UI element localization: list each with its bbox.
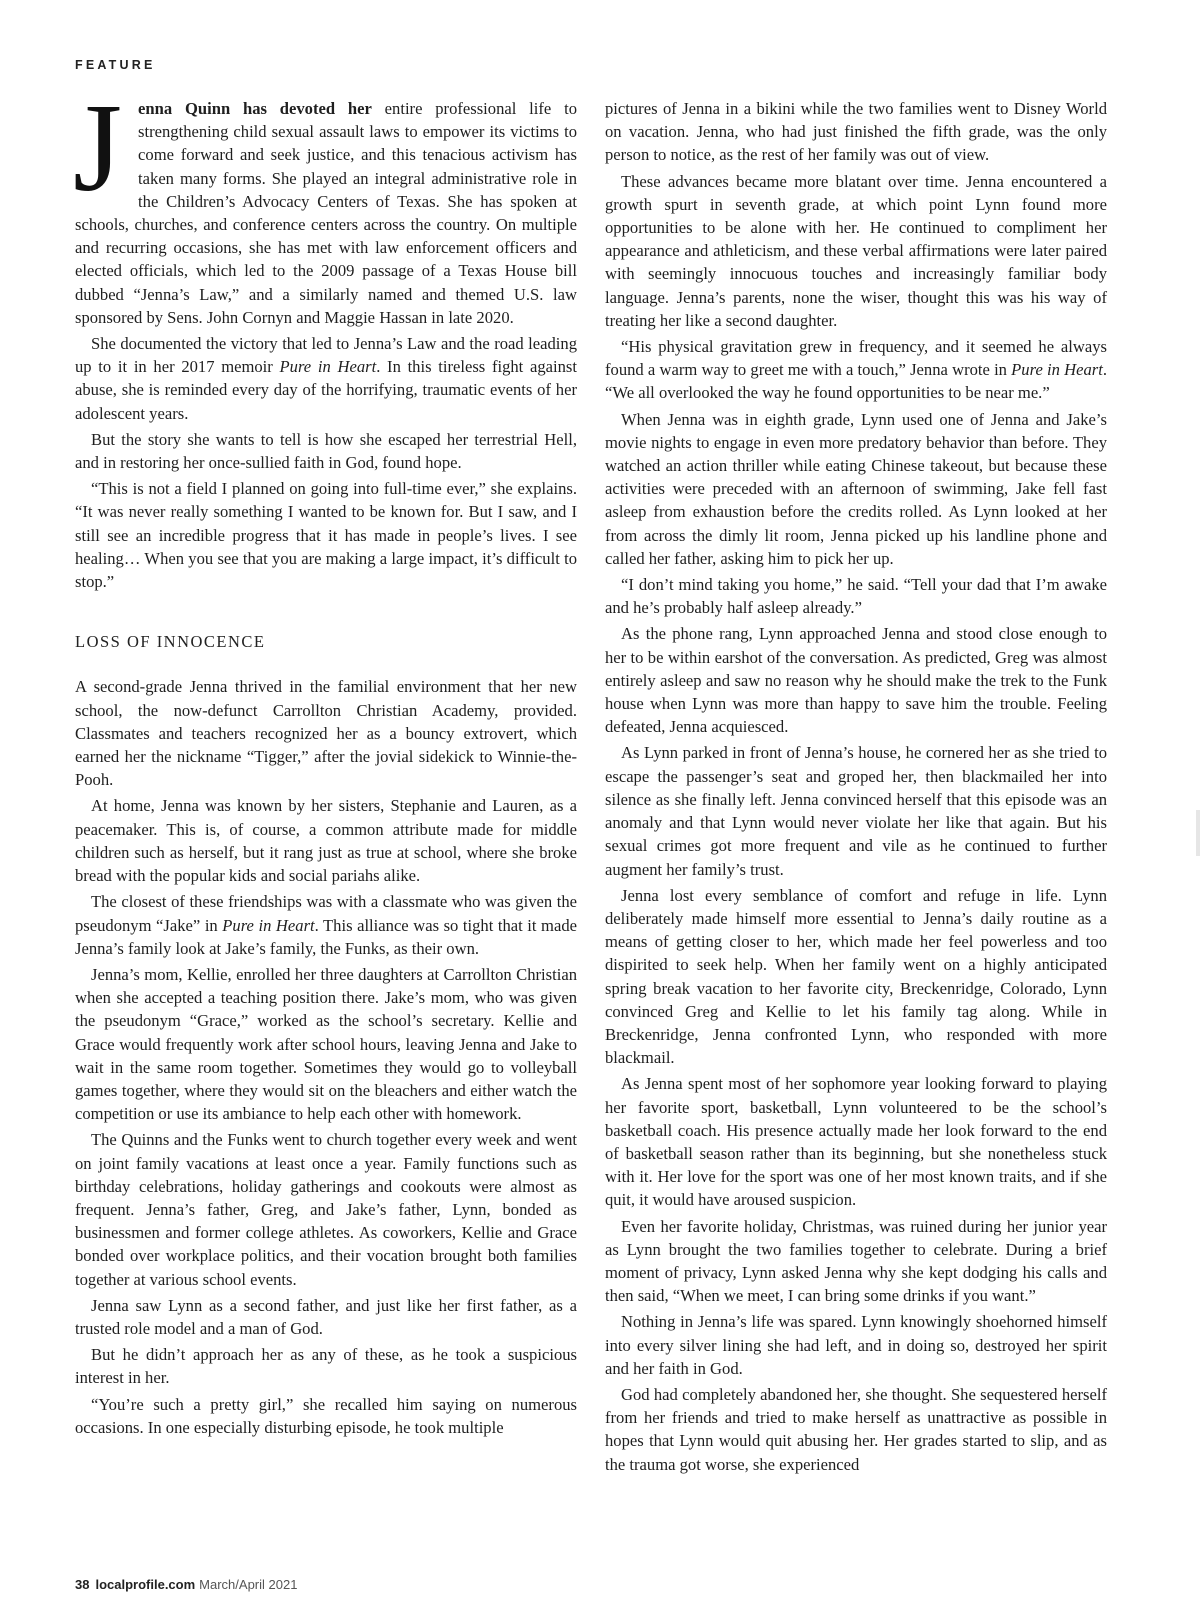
article-column-right (605, 97, 1107, 1479)
paragraph: God had completely abandoned her, she thought. She sequestered herself from her friends and tried to make herself as unattractive as possible in hopes that Lynn would quit abusing her. Her grades started to slip, and as the trauma got worse, she experienced (605, 1384, 1107, 1474)
drop-cap: J (73, 79, 123, 218)
book-title: Pure in Heart (222, 915, 315, 935)
page-number: 38 (75, 1577, 90, 1592)
book-title: Pure in Heart (1011, 360, 1103, 380)
paragraph: As Jenna spent most of her sophomore year looking forward to playing her favorite sport, basketball, Lynn volunteered to be the school’s basketball coach. His presence actually made her look forward to the end of basketball season rather than its beginning, but she nonetheless stuck with it. Her love for the sport was one of her most known traits, and if she quit, it would have aroused suspicion. (605, 1074, 1107, 1210)
book-title: Pure in Heart (279, 357, 377, 377)
paragraph: These advances became more blatant over time. Jenna encountered a growth spurt in seventh grade, at which point Lynn found more opportunities to be alone with her. He continued to compliment her appearance and athleticism, and these verbal affirmations were later paired with seemingly innocuous touches and increasingly familiar body language. Jenna’s parents, none the wiser, thought this was his way of treating her like a second daughter. (605, 171, 1107, 330)
paragraph: The Quinns and the Funks went to church together every week and went on joint family vacations at least once a year. Family functions such as birthday celebrations, holiday gatherings and cookouts were almost as frequent. Jenna’s father, Greg, and Jake’s father, Lynn, bonded as businessmen and former college athletes. As coworkers, Kellie and Grace bonded over workplace politics, and their vocation brought both families together at various school events. (75, 1130, 577, 1289)
paragraph: “You’re such a pretty girl,” she recalled him saying on numerous occasions. In one especially disturbing episode, he took multiple (75, 1394, 577, 1437)
paragraph: As Lynn parked in front of Jenna’s house, he cornered her as she tried to escape the passenger’s seat and groped her, then blackmailed her into silence as she finally left. Jenna convinced herself that this episode was an anomaly and that Lynn would never violate her like that again. But his sexual crimes got more frequent and vile as he continued to further augment her family’s trust. (605, 743, 1107, 879)
paragraph: A second-grade Jenna thrived in the familial environment that her new school, the now-defunct Carrollton Christian Academy, provided. Classmates and teachers recognized her as a bouncy extrovert, which earned her the nickname “Tigger,” after the jovial sidekick to Winnie-the-Pooh. (75, 677, 577, 790)
article-column-left (73, 79, 577, 1442)
paragraph: Jenna’s mom, Kellie, enrolled her three daughters at Carrollton Christian when she accepted a teaching position there. Jake’s mom, who was given the pseudonym “Grace,” worked as the school’s secretary. Kellie and Grace would frequently work after school hours, leaving Jenna and Jake to wait in the same room together. Sometimes they would go to volleyball games together, where they would sit on the bleachers and either watch the competition or use its ambiance to help each other with homework. (75, 964, 577, 1124)
quote-paragraph: “I don’t mind taking you home,” he said. “Tell your dad that I’m awake and he’s probably half asleep already.” (605, 575, 1107, 618)
paragraph: At home, Jenna was known by her sisters, Stephanie and Lauren, as a peacemaker. This is, of course, a common attribute made for middle children such as herself, but it rang just as true at school, where she broke bread with the popular kids and social pariahs alike. (75, 796, 577, 886)
section-heading: LOSS OF INNOCENCE (75, 632, 266, 652)
paragraph: As the phone rang, Lynn approached Jenna and stood close enough to her to be within earshot of the conversation. As predicted, Greg was almost entirely asleep and saw no reason why he should make the trek to the Funk house when Lynn was more than happy to save him the trouble. Feeling defeated, Jenna acquiesced. (605, 624, 1107, 737)
quote-paragraph: “His physical gravitation grew in frequency, and it seemed he always found a warm way to greet me with a touch,” Jenna wrote in Pure in Heart. “We all overlooked the way he found opportunities to be near me.” (605, 337, 1107, 403)
paragraph: Jenna saw Lynn as a second father, and just like her first father, as a trusted role model and a man of God. (75, 1295, 577, 1338)
page-edge-mark (1196, 810, 1200, 856)
footer-date: March/April 2021 (199, 1577, 298, 1592)
paragraph: Even her favorite holiday, Christmas, was ruined during her junior year as Lynn brought the two families together to celebrate. During a brief moment of privacy, Lynn asked Jenna why she kept dodging his calls and then said, “When we meet, I can bring some drinks if you want.” (605, 1216, 1107, 1306)
paragraph: But the story she wants to tell is how she escaped her terrestrial Hell, and in restoring her once-sullied faith in God, found hope. (75, 429, 577, 473)
paragraph: Nothing in Jenna’s life was spared. Lynn knowingly shoehorned himself into every silver lining she had left, and in doing so, destroyed her spirit and her faith in God. (605, 1312, 1107, 1378)
paragraph: pictures of Jenna in a bikini while the two families went to Disney World on vacation. Jenna, who had just finished the fifth grade, was the only person to notice, as the rest of her family was out of view. (605, 99, 1107, 165)
footer-site[interactable]: localprofile.com (95, 1577, 196, 1592)
page-footer (75, 1577, 297, 1592)
paragraph: When Jenna was in eighth grade, Lynn used one of Jenna and Jake’s movie nights to engage in even more predatory behavior than before. They watched an action thriller while eating Chinese takeout, but because these activities were preceded with an afternoon of swimming, Jake fell fast asleep from exhaustion before the credits rolled. As Lynn looked at her from across the dimly lit room, Jenna picked up his landline phone and called her father, asking him to pick her up. (605, 409, 1107, 568)
quote-paragraph: “This is not a field I planned on going into full-time ever,” she explains. “It was never really something I wanted to be known for. But I saw, and I still see an incredible progress that it has made in people’s lives. I see healing… When you see that you are making a large impact, it’s difficult to stop.” (75, 479, 577, 592)
lead-paragraph (73, 79, 577, 329)
lead-bold-text: enna Quinn has devoted her (138, 99, 372, 118)
paragraph: Jenna lost every semblance of comfort and refuge in life. Lynn deliberately made himself more essential to Jenna’s daily routine as a means of getting closer to her, which made her feel powerless and too dispirited to seek help. When her family went on a highly anticipated spring break vacation to her favorite city, Breckenridge, Colorado, Lynn convinced Greg and Kellie to let his family tag along. While in Breckenridge, Jenna confronted Lynn, who responded with more blackmail. (605, 885, 1107, 1068)
paragraph: She documented the victory that led to Jenna’s Law and the road leading up to it in her 2017 memoir Pure in Heart. In this tireless fight against abuse, she is reminded every day of the horrifying, traumatic events of her adolescent years. (75, 334, 577, 423)
lead-text: entire professional life to strengthening child sexual assault laws to empower its victims to come forward and seek justice, and this tenacious activism has taken many forms. She played an integral administrative role in the Children’s Advocacy Centers of Texas. She has spoken at schools, churches, and conference centers across the country. On multiple and recurring occasions, she has met with law enforcement officers and elected officials, which led to the 2009 passage of a Texas House bill dubbed “Jenna’s Law,” and a similarly named and themed U.S. law sponsored by Sens. John Cornyn and Maggie Hassan in late 2020. (75, 99, 577, 327)
paragraph: But he didn’t approach her as any of these, as he took a suspicious interest in her. (75, 1345, 577, 1388)
paragraph: The closest of these friendships was with a classmate who was given the pseudonym “Jake” in Pure in Heart. This alliance was so tight that it made Jenna’s family look at Jake’s family, the Funks, as their own. (75, 892, 577, 958)
section-label: FEATURE (75, 58, 156, 72)
